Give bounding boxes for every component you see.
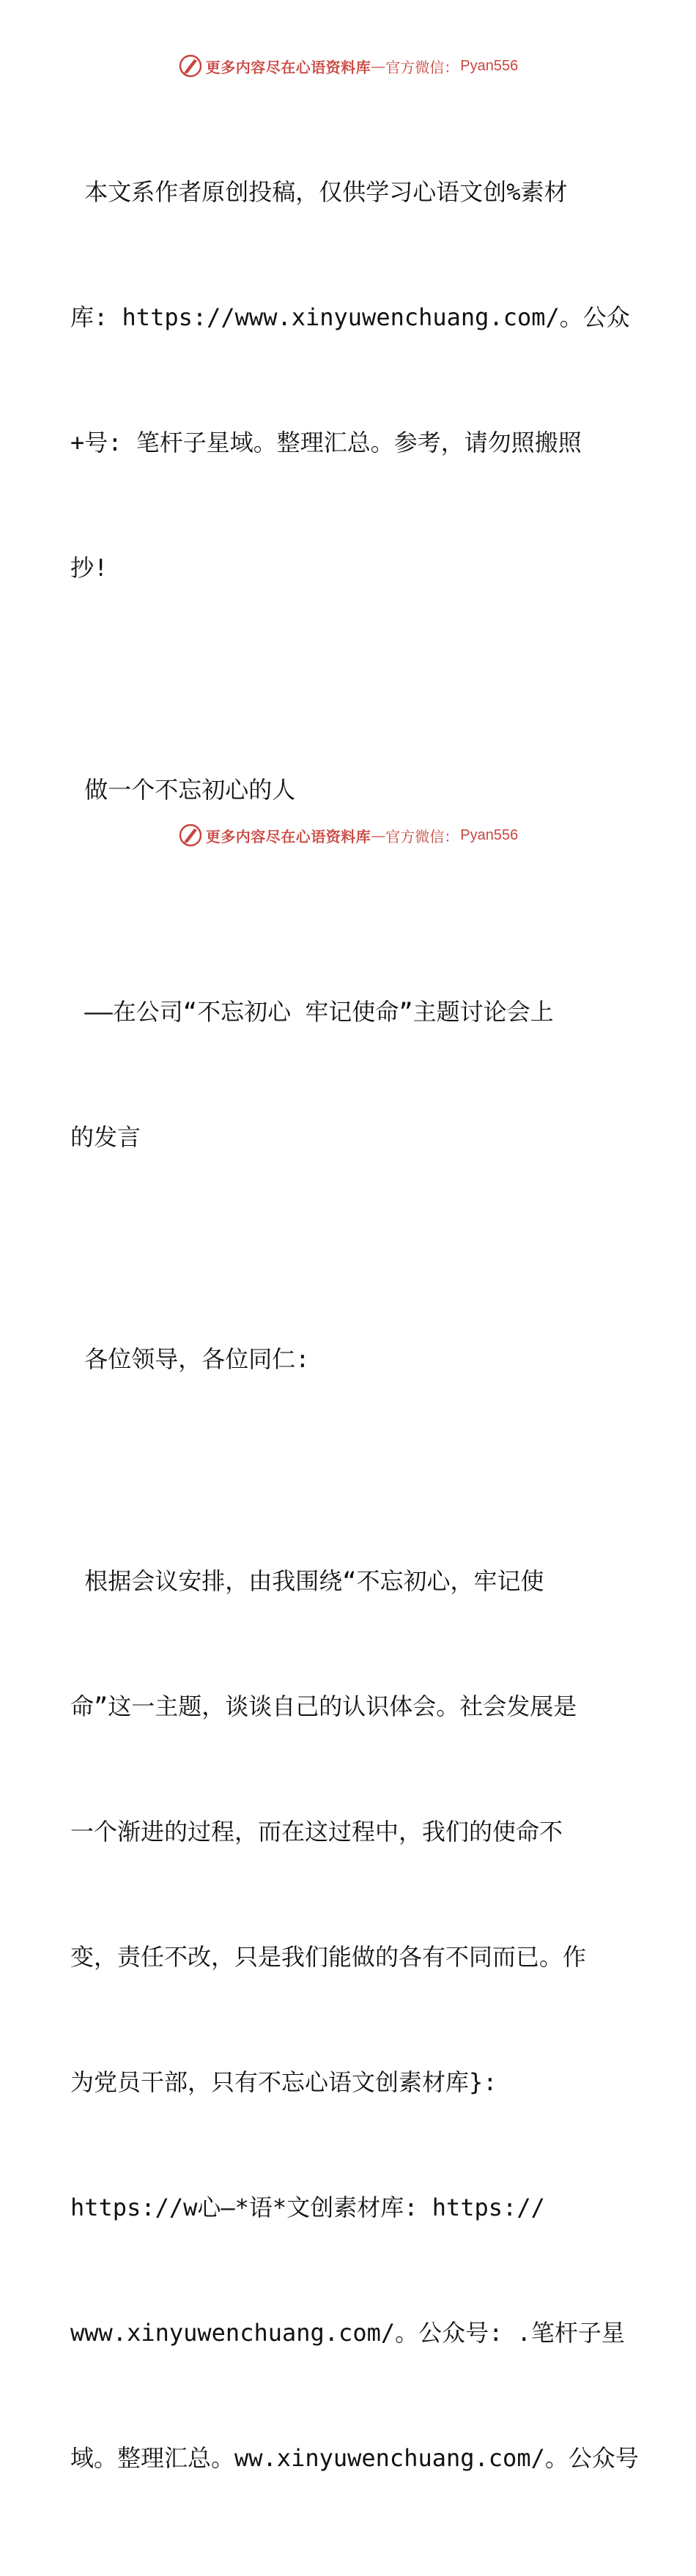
- copyright-notice: [70, 88, 630, 673]
- body-paragraph: [70, 1477, 639, 2563]
- document-body: [70, 88, 639, 2576]
- body-line: 变，责任不改，只是我们能做的各有不同而已。作: [70, 1943, 587, 1971]
- title-line: 做一个不忘初心的人: [70, 776, 296, 804]
- subtitle-line: ——在公司“不忘初心 牢记使命”主题讨论会上: [70, 998, 554, 1026]
- banner-wechat-id: Pyan556: [460, 57, 519, 74]
- quill-logo-icon: [178, 53, 203, 78]
- subtitle-line: 的发言: [70, 1123, 141, 1151]
- banner-separator: —: [371, 57, 386, 75]
- body-line: 域。整理汇总。ww.xinyuwenchuang.com/。公众号: [70, 2444, 639, 2472]
- document-subtitle: [70, 908, 627, 1242]
- footer-banner: [0, 819, 696, 851]
- document-title: [70, 686, 627, 895]
- notice-line: 抄!: [70, 554, 108, 582]
- header-banner: [0, 50, 696, 82]
- body-line: 根据会议安排，由我围绕“不忘初心，牢记使: [70, 1567, 544, 1595]
- banner-wechat-id: Pyan556: [460, 826, 519, 843]
- salutation: [70, 1255, 627, 1464]
- body-line: 为党员干部，只有不忘心语文创素材库}:: [70, 2068, 497, 2096]
- notice-line: 库: https://www.xinyuwenchuang.com/。公众: [70, 303, 630, 331]
- notice-line: 本文系作者原创投稿，仅供学习心语文创%素材: [70, 178, 568, 206]
- banner-brand: 更多内容尽在心语资料库: [205, 827, 371, 845]
- banner-wechat-label: 官方微信：: [385, 827, 459, 845]
- banner-separator: —: [371, 826, 386, 844]
- body-line: 命”这一主题，谈谈自己的认识体会。社会发展是: [70, 1692, 577, 1720]
- notice-line: +号: 笔杆子星域。整理汇总。参考，请勿照搬照: [70, 429, 582, 456]
- banner-wechat-label: 官方微信：: [385, 58, 459, 76]
- quill-logo-icon: [178, 823, 203, 848]
- body-line: 一个渐进的过程，而在这过程中，我们的使命不: [70, 1818, 563, 1846]
- body-line: https://w心—*语*文创素材库: https://: [70, 2194, 545, 2221]
- salutation-line: 各位领导，各位同仁:: [70, 1345, 310, 1373]
- body-line: www.xinyuwenchuang.com/。公众号: .笔杆子星: [70, 2319, 625, 2347]
- banner-brand: 更多内容尽在心语资料库: [205, 58, 371, 76]
